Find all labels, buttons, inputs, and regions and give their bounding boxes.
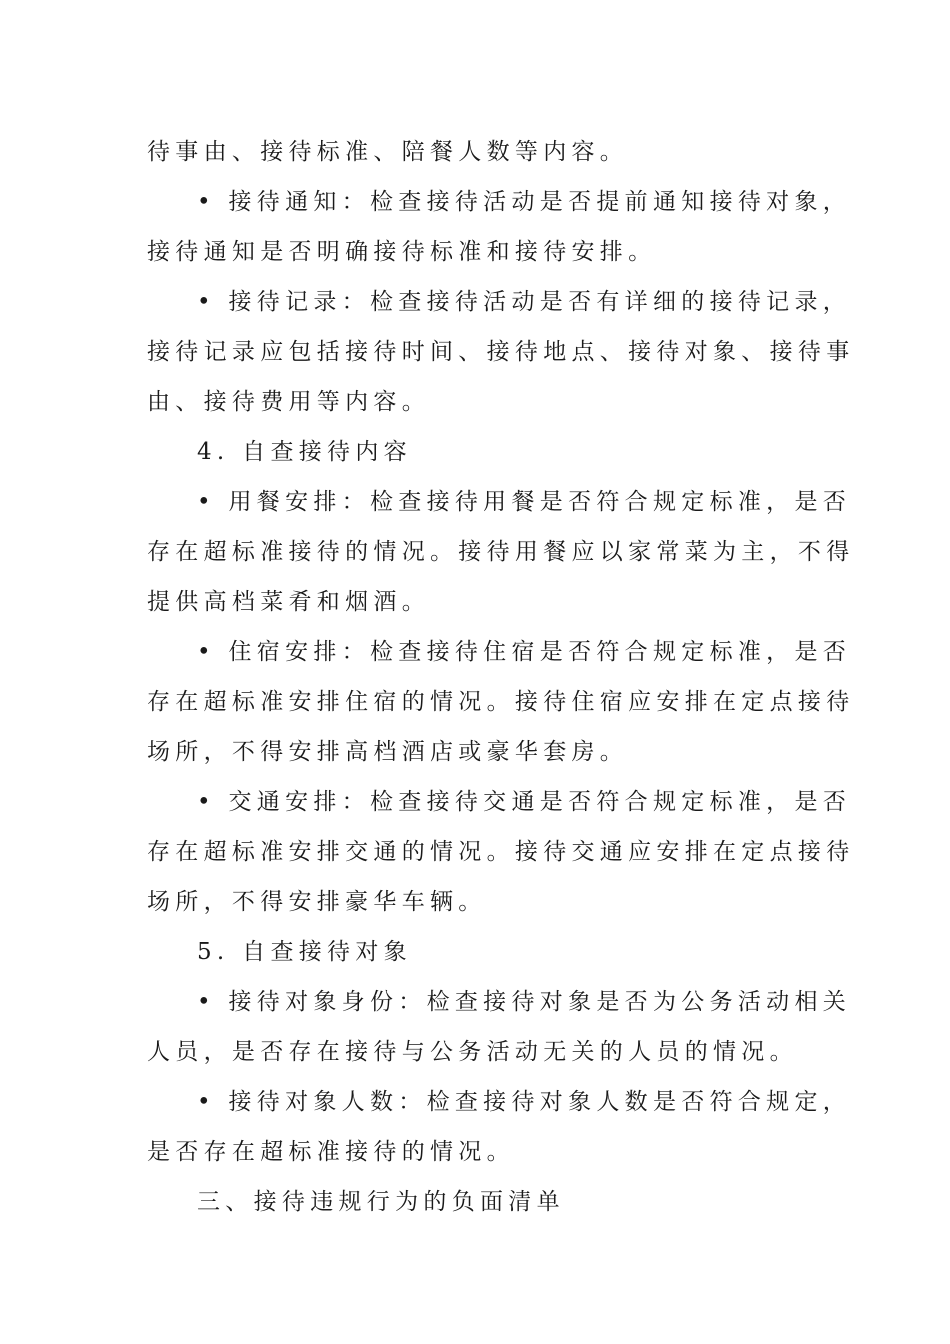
bullet-item-headcount: • 接待对象人数：检查接待对象人数是否符合规定， (197, 1089, 852, 1115)
text-line: 接待记录应包括接待时间、接待地点、接待对象、接待事 (147, 339, 855, 365)
text-line: 由、接待费用等内容。 (147, 389, 430, 415)
text-line: 接待通知是否明确接待标准和接待安排。 (147, 239, 657, 265)
text-line: 场所，不得安排高档酒店或豪华套房。 (147, 739, 629, 765)
bullet-item-lodging: • 住宿安排：检查接待住宿是否符合规定标准，是否 (197, 639, 852, 665)
bullet-item-identity: • 接待对象身份：检查接待对象是否为公务活动相关 (197, 989, 852, 1015)
bullet-item-notice: • 接待通知：检查接待活动是否提前通知接待对象， (197, 189, 852, 215)
section-heading-5: 5. 自查接待对象 (197, 939, 412, 965)
text-line: 是否存在超标准接待的情况。 (147, 1139, 515, 1165)
text-line: 提供高档菜肴和烟酒。 (147, 589, 430, 615)
bullet-item-record: • 接待记录：检查接待活动是否有详细的接待记录， (197, 289, 852, 315)
section-heading-4: 4. 自查接待内容 (197, 439, 412, 465)
text-line: 场所，不得安排豪华车辆。 (147, 889, 487, 915)
text-line: 存在超标准安排交通的情况。接待交通应安排在定点接待 (147, 839, 855, 865)
text-line: 存在超标准接待的情况。接待用餐应以家常菜为主，不得 (147, 539, 855, 565)
bullet-item-transport: • 交通安排：检查接待交通是否符合规定标准，是否 (197, 789, 852, 815)
bullet-item-dining: • 用餐安排：检查接待用餐是否符合规定标准，是否 (197, 489, 852, 515)
text-line: 人员，是否存在接待与公务活动无关的人员的情况。 (147, 1039, 798, 1065)
text-line: 存在超标准安排住宿的情况。接待住宿应安排在定点接待 (147, 689, 855, 715)
text-line: 待事由、接待标准、陪餐人数等内容。 (147, 139, 629, 165)
section-heading-3: 三、接待违规行为的负面清单 (197, 1189, 565, 1215)
